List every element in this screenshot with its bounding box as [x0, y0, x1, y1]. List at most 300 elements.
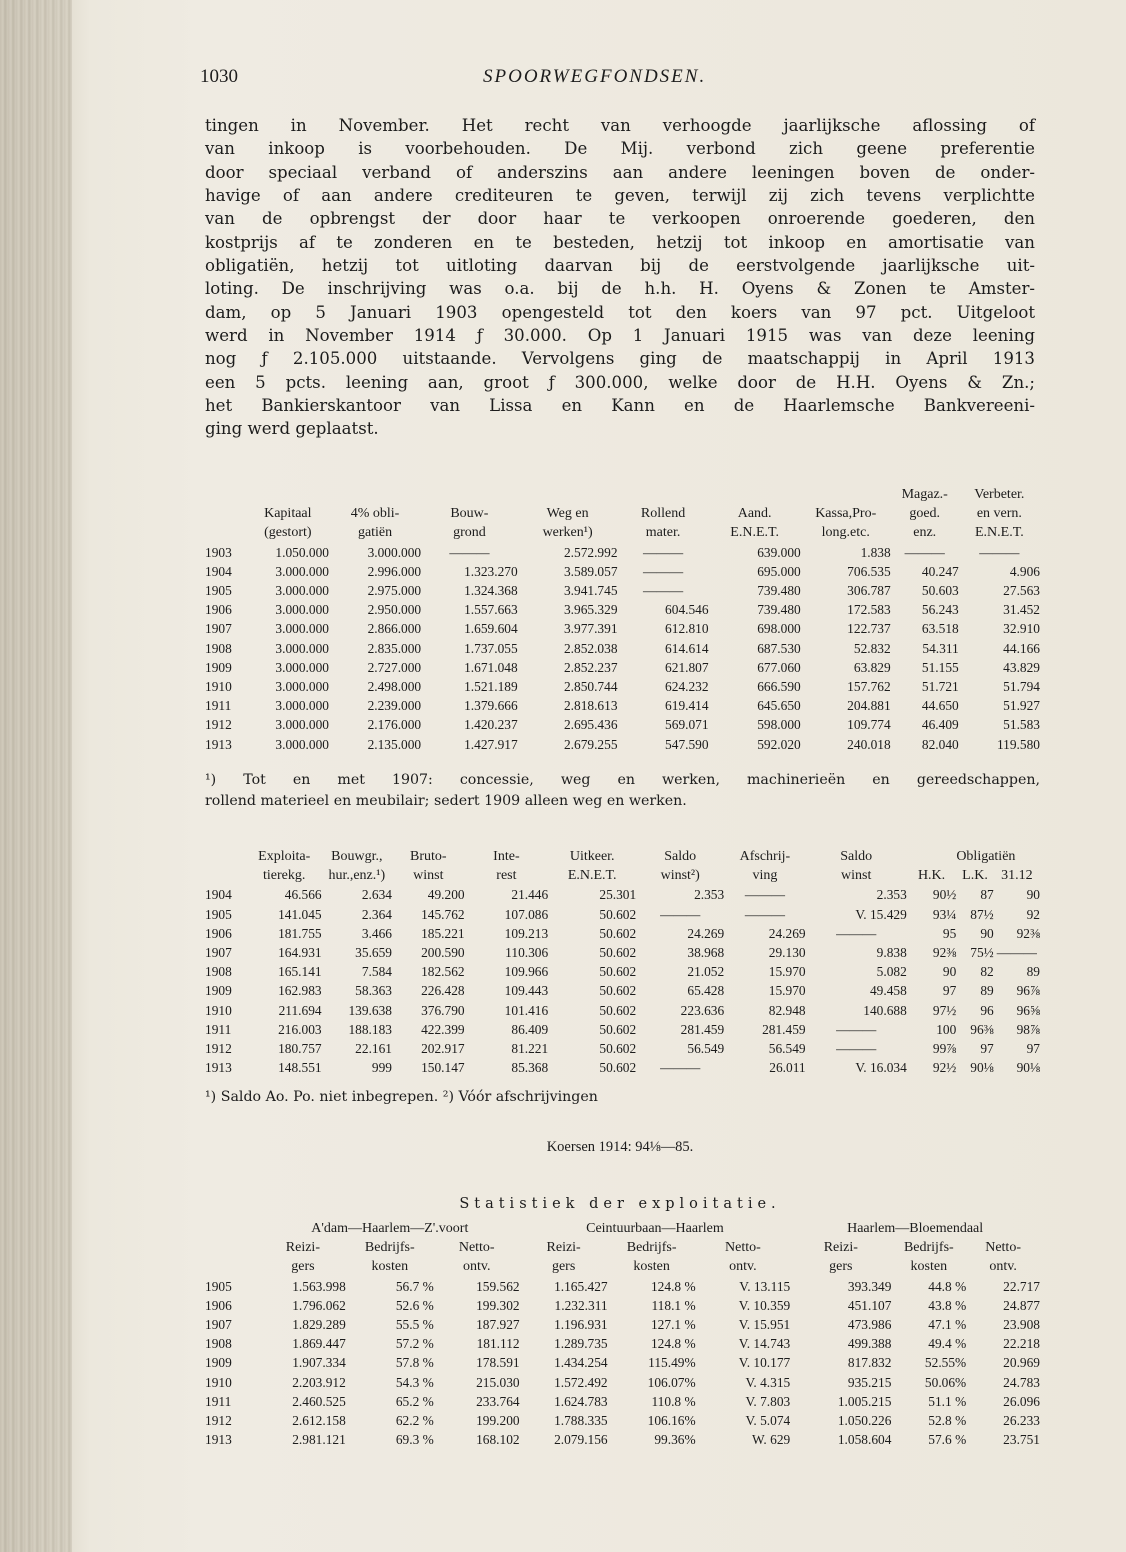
header-cell: E.N.E.T.	[730, 525, 780, 541]
year-cell: 1910	[205, 1374, 232, 1390]
table-cell: V. 10.359	[738, 1297, 791, 1313]
table-cell: 3.000.000	[275, 640, 329, 656]
table-cell: 97	[942, 983, 957, 999]
header-cell: Netto-	[985, 1240, 1021, 1256]
footnote-line: rollend materieel en meubilair; sedert 1909 alleen weg en werken.	[205, 792, 687, 809]
table-cell: 185.221	[421, 925, 465, 941]
table-cell: 98⅞	[1016, 1021, 1040, 1037]
table-cell: 695.000	[757, 563, 801, 579]
table-cell: V. 14.743	[738, 1336, 791, 1352]
table-cell: 106.16%	[647, 1413, 696, 1429]
table-cell: 54.311	[922, 640, 959, 656]
table-cell: 1.737.055	[464, 640, 518, 656]
paragraph-line: loting. De inschrijving was o.a. bij de h.h. H. Oyens & Zonen te Amster-	[205, 279, 1035, 299]
header-cell: Saldo	[840, 849, 873, 864]
header-row	[205, 523, 1040, 542]
statistics-table	[205, 1219, 1040, 1449]
header-cell: Exploita-	[258, 849, 311, 864]
table-cell: 1.050.226	[837, 1413, 892, 1429]
table-cell: 165.141	[278, 964, 322, 980]
header-cell: Netto-	[458, 1240, 495, 1256]
table-cell: 57.6 %	[928, 1432, 967, 1448]
table-cell: 2.975.000	[367, 583, 422, 599]
table-cell: 164.931	[278, 945, 322, 961]
table-cell: 739.480	[757, 583, 801, 599]
table-cell: 1.659.604	[464, 621, 518, 637]
table-cell: 3.000.000	[275, 602, 329, 618]
table-cell: 2.612.158	[292, 1413, 346, 1429]
table-cell: 50.06%	[924, 1374, 967, 1390]
table-cell: V. 7.803	[745, 1393, 791, 1409]
table-cell: 101.416	[504, 1002, 549, 1018]
table-cell: 621.807	[665, 659, 709, 675]
table-cell: 180.757	[278, 1041, 322, 1057]
table-cell: 26.011	[769, 1060, 806, 1076]
table-cell: ———	[744, 887, 785, 903]
header-cell: enz.	[913, 525, 937, 541]
header-cell: ontv.	[729, 1259, 757, 1275]
table-cell: 96⅞	[1016, 983, 1040, 999]
paragraph-line: dam, op 5 Januari 1903 opengesteld tot den koers van 97 pct. Uitgeloot	[205, 302, 1035, 322]
table-cell: 100	[936, 1021, 957, 1037]
header-cell	[518, 485, 618, 504]
table-cell: 2.679.255	[563, 736, 618, 752]
year-cell: 1910	[205, 1002, 232, 1018]
group-header-row	[205, 1219, 1040, 1238]
header-cell: kosten	[371, 1259, 409, 1275]
header-cell: Verbeter.	[974, 487, 1025, 502]
header-cell: werken¹)	[542, 525, 593, 541]
header-cell	[205, 1219, 260, 1238]
header-cell: grond	[453, 525, 486, 541]
table-cell: 65.428	[687, 983, 725, 999]
table-cell: 739.480	[757, 602, 801, 618]
table-cell: 817.832	[847, 1355, 892, 1371]
table-cell: 23.908	[1003, 1317, 1040, 1333]
table-cell: 110.8 %	[651, 1393, 696, 1409]
table-cell: ———	[642, 544, 684, 560]
table-cell: 89	[980, 983, 994, 999]
table-cell: 26.096	[1003, 1393, 1040, 1409]
statistics-title: Statistiek der exploitatie.	[459, 1196, 781, 1212]
table-cell: 1.572.492	[554, 1374, 608, 1390]
table-row	[205, 1277, 1040, 1296]
table-cell: 451.107	[847, 1297, 892, 1313]
table-cell: 3.000.000	[275, 736, 329, 752]
table-row	[205, 1058, 1040, 1077]
table-cell: 50.602	[599, 1060, 637, 1076]
table-cell: 110.306	[505, 945, 549, 961]
table-cell: V. 15.951	[738, 1317, 791, 1333]
table-cell: 38.968	[687, 945, 725, 961]
table-cell: 50.602	[599, 1041, 637, 1057]
table-cell: 619.414	[665, 698, 709, 714]
header-cell: E.N.E.T.	[567, 868, 617, 884]
table-cell: 109.213	[504, 925, 549, 941]
table-cell: 90⅛	[1016, 1060, 1040, 1076]
table-cell: 2.498.000	[367, 679, 422, 695]
table-row	[205, 1373, 1040, 1392]
table-cell: 598.000	[757, 717, 801, 733]
table-cell: 2.353	[694, 887, 725, 903]
year-cell: 1913	[205, 1060, 232, 1076]
header-cell: gers	[291, 1259, 315, 1275]
table-cell: 306.787	[847, 583, 891, 599]
table-row	[205, 1334, 1040, 1353]
table-cell: V. 15.429	[855, 906, 907, 922]
table-cell: 1.557.663	[464, 602, 518, 618]
year-cell: 1908	[205, 1336, 232, 1352]
table-cell: ———	[836, 925, 877, 941]
header-cell	[618, 485, 709, 504]
table-cell: 1.058.604	[837, 1432, 892, 1448]
table-cell: 90	[1026, 887, 1040, 903]
table-cell: 1.050.000	[275, 544, 329, 560]
table-cell: 216.003	[278, 1021, 322, 1037]
header-cell: Bouwgr.,	[331, 849, 383, 864]
table-cell: 56.549	[768, 1041, 806, 1057]
year-cell: 1907	[205, 621, 232, 637]
table-cell: 393.349	[847, 1278, 892, 1294]
header-cell: gers	[551, 1259, 576, 1275]
table-cell: ———	[449, 544, 490, 560]
exploitation-table	[205, 847, 1040, 1077]
year-cell: 1913	[205, 1432, 232, 1448]
header-cell: E.N.E.T.	[974, 525, 1024, 541]
year-cell: 1911	[205, 1021, 232, 1037]
table-cell: 3.000.000	[275, 717, 329, 733]
header-cell: rest	[496, 868, 517, 884]
header-cell	[907, 847, 957, 866]
table-cell: 1.671.048	[464, 659, 518, 675]
table-cell: 22.218	[1003, 1336, 1040, 1352]
header-cell: gatiën	[357, 525, 393, 541]
table-cell: 1.838	[860, 544, 891, 560]
table-cell: 1.232.311	[554, 1297, 608, 1313]
table-cell: 2.634	[361, 887, 392, 903]
header-cell: ving	[752, 868, 778, 884]
table-row	[205, 619, 1040, 638]
table-cell: 82.948	[768, 1002, 806, 1018]
header-cell: Bedrijfs-	[364, 1240, 415, 1256]
table-cell: 90⅛	[970, 1060, 994, 1076]
table-cell: 150.147	[421, 1060, 465, 1076]
table-row	[205, 562, 1040, 581]
table-cell: 107.086	[504, 906, 549, 922]
header-cell: winst²)	[660, 868, 700, 884]
table-cell: 90	[942, 964, 957, 980]
table-cell: 127.1 %	[650, 1317, 696, 1333]
year-cell: 1907	[205, 1317, 232, 1333]
year-cell: 1905	[205, 906, 232, 922]
table-cell: 44.650	[921, 698, 959, 714]
table-cell: 23.751	[1003, 1432, 1040, 1448]
header-cell: Bouw-	[450, 506, 489, 522]
table-cell: 3.000.000	[275, 621, 329, 637]
header-cell	[205, 504, 247, 523]
table-cell: 65.2 %	[395, 1393, 434, 1409]
table-cell: 2.203.912	[292, 1374, 346, 1390]
table-cell: 226.428	[421, 983, 465, 999]
table-cell: 1.196.931	[554, 1317, 608, 1333]
table-cell: 3.000.000	[275, 679, 329, 695]
table-row	[205, 905, 1040, 924]
header-cell: Bedrijfs-	[903, 1240, 954, 1256]
table-cell: 50.602	[599, 925, 637, 941]
table-cell: 592.020	[757, 736, 801, 752]
table-cell: 50.602	[599, 945, 637, 961]
table-cell: 281.459	[762, 1021, 806, 1037]
paragraph-line: obligatiën, hetzij tot uitloting daarvan bij de eerstvolgende jaarlijksche uit-	[205, 256, 1035, 276]
table-cell: 3.466	[361, 925, 392, 941]
table-cell: V. 5.074	[745, 1413, 791, 1429]
header-row	[205, 504, 1040, 523]
page-number: 1030	[200, 66, 238, 87]
header-cell: Bedrijfs-	[626, 1240, 677, 1256]
year-cell: 1905	[205, 583, 232, 599]
table-cell: 706.535	[847, 563, 891, 579]
group-header-cell: A'dam—Haarlem—Z'.voort	[311, 1221, 469, 1236]
table-cell: 188.183	[348, 1021, 392, 1037]
table-cell: 22.717	[1003, 1278, 1040, 1294]
year-cell: 1909	[205, 983, 232, 999]
table-cell: 1.869.447	[292, 1336, 346, 1352]
table-cell: 2.850.744	[563, 679, 618, 695]
paragraph-line: kostprijs af te zonderen en te besteden, hetzij tot inkoop en amortisatie van	[205, 232, 1035, 252]
paragraph-line: tingen in November. Het recht van verhoogde jaarlijksche aflossing of	[205, 116, 1035, 135]
table-cell: 21.052	[687, 964, 725, 980]
table-cell: 87½	[970, 906, 994, 922]
table-cell: 199.200	[476, 1413, 520, 1429]
header-cell: Reizi-	[285, 1240, 320, 1256]
table-cell: 204.881	[847, 698, 891, 714]
table-cell: 44.8 %	[928, 1278, 967, 1294]
year-cell: 1911	[205, 698, 232, 714]
year-cell: 1909	[205, 659, 232, 675]
table-cell: 46.409	[921, 717, 959, 733]
header-row	[205, 1238, 1040, 1257]
header-cell: L.K.	[962, 868, 988, 884]
table-cell: 90½	[932, 887, 957, 903]
table-cell: 57.2 %	[395, 1336, 434, 1352]
header-cell: mater.	[645, 525, 681, 541]
table-cell: 2.981.121	[292, 1432, 346, 1448]
table-cell: 49.4 %	[928, 1336, 967, 1352]
table-cell: 124.8 %	[650, 1336, 696, 1352]
header-cell: Kassa,Pro-	[815, 506, 877, 522]
table-cell: 145.762	[421, 906, 465, 922]
table-cell: 55.5 %	[395, 1317, 434, 1333]
table-cell: 75½	[970, 945, 994, 961]
table-row	[205, 677, 1040, 696]
table-cell: 50.602	[599, 906, 637, 922]
header-cell: hur.,enz.¹)	[328, 868, 386, 884]
table-row	[205, 1392, 1040, 1411]
header-cell: Rollend	[640, 506, 686, 522]
table-cell: 52.55%	[924, 1355, 967, 1371]
table-cell: V. 16.034	[855, 1060, 907, 1076]
table-cell: 54.3 %	[395, 1374, 434, 1390]
table-cell: V. 10.177	[738, 1355, 791, 1371]
paragraph-line: havige of aan andere crediteuren te geven, terwijl zij zich tevens verplichtte	[205, 186, 1035, 206]
header-cell	[329, 485, 421, 504]
table-cell: 1.324.368	[464, 583, 518, 599]
year-cell: 1912	[205, 1413, 232, 1429]
table-cell: 99⅞	[932, 1041, 957, 1057]
book-gutter	[0, 0, 72, 1552]
table-cell: ———	[836, 1021, 877, 1037]
table-cell: 27.563	[1003, 583, 1040, 599]
table-cell: ———	[660, 906, 701, 922]
table-cell: 90	[980, 925, 994, 941]
table-cell: 141.045	[278, 906, 322, 922]
table-row	[205, 943, 1040, 962]
header-cell: Kapitaal	[264, 506, 312, 522]
year-cell: 1910	[205, 679, 232, 695]
table-cell: 95	[942, 925, 957, 941]
table-cell: 2.818.613	[563, 698, 618, 714]
table-cell: 3.977.391	[563, 621, 618, 637]
table-cell: 2.079.156	[554, 1432, 608, 1448]
table-cell: 92⅜	[932, 945, 957, 961]
header-row	[205, 485, 1040, 504]
table-cell: 26.233	[1003, 1413, 1040, 1429]
table-cell: 2.852.237	[563, 659, 618, 675]
header-cell: goed.	[909, 506, 941, 522]
table-cell: 148.551	[278, 1060, 322, 1076]
year-cell: 1908	[205, 964, 232, 980]
table-cell: 82	[980, 964, 994, 980]
table-cell: 3.965.329	[563, 602, 618, 618]
table-cell: 999	[371, 1060, 392, 1076]
table-cell: 50.602	[599, 1021, 637, 1037]
header-cell: (gestort)	[264, 525, 312, 541]
table-row	[205, 1315, 1040, 1334]
table-cell: 24.877	[1003, 1297, 1040, 1313]
table-cell: W. 629	[752, 1432, 791, 1448]
table-cell: 52.6 %	[395, 1297, 434, 1313]
table-cell: 1.165.427	[554, 1278, 608, 1294]
table-cell: 22.161	[355, 1041, 392, 1057]
group-header-cell: Haarlem—Bloemendaal	[847, 1221, 984, 1236]
table-cell: 645.650	[757, 698, 801, 714]
table-cell: ———	[660, 1060, 701, 1076]
header-cell	[205, 1238, 260, 1257]
table-cell: 687.530	[757, 640, 801, 656]
header-cell	[205, 866, 247, 885]
table-cell: V. 4.315	[745, 1374, 791, 1390]
header-cell	[709, 485, 801, 504]
group-header-cell: Ceintuurbaan—Haarlem	[586, 1221, 724, 1236]
table-cell: 2.460.525	[292, 1393, 346, 1409]
table-cell: 281.459	[680, 1021, 725, 1037]
capital-table	[205, 485, 1040, 754]
header-cell: Bruto-	[410, 849, 447, 864]
header-cell: Reizi-	[546, 1240, 581, 1256]
table-cell: 92½	[932, 1060, 957, 1076]
header-cell	[205, 523, 247, 542]
footnote-line: ¹) Tot en met 1907: concessie, weg en werken, machinerieën en gereedschappen,	[205, 772, 1040, 788]
header-cell: Aand.	[737, 506, 772, 522]
table-cell: 2.176.000	[367, 717, 422, 733]
table-cell: 935.215	[847, 1374, 892, 1390]
header-cell	[205, 485, 247, 504]
header-cell: ontv.	[462, 1259, 491, 1275]
table-cell: 115.49%	[648, 1355, 696, 1371]
table-cell: ———	[996, 945, 1037, 961]
header-cell	[801, 485, 891, 504]
table-cell: 3.000.000	[275, 698, 329, 714]
header-cell: Magaz.-	[901, 487, 948, 502]
paragraph-line: het Bankierskantoor van Lissa en Kann en de Haarlemsche Bankvereeni-	[205, 396, 1035, 416]
table-cell: 1.420.237	[464, 717, 518, 733]
table-cell: 2.835.000	[367, 640, 422, 656]
table-cell: 99.36%	[654, 1432, 696, 1448]
table-cell: 40.247	[921, 563, 959, 579]
table-cell: 666.590	[757, 679, 801, 695]
header-cell: winst	[413, 868, 444, 884]
table-cell: 109.443	[504, 983, 549, 999]
table-cell: 499.388	[847, 1336, 892, 1352]
table-row	[205, 1039, 1040, 1058]
year-cell: 1906	[205, 1297, 232, 1313]
table-cell: 1.796.062	[292, 1297, 346, 1313]
table-row	[205, 715, 1040, 734]
table-cell: 15.970	[768, 964, 806, 980]
table-cell: 3.941.745	[563, 583, 618, 599]
table-cell: 69.3 %	[395, 1432, 434, 1448]
year-cell: 1908	[205, 640, 232, 656]
table-cell: 1.427.917	[464, 736, 518, 752]
table-cell: 223.636	[680, 1002, 725, 1018]
table-cell: 29.130	[768, 945, 806, 961]
table-cell: 2.950.000	[367, 602, 422, 618]
table-cell: 50.602	[599, 964, 637, 980]
header-cell: ontv.	[989, 1259, 1017, 1275]
table-cell: 81.221	[511, 1041, 549, 1057]
table-row	[205, 1411, 1040, 1430]
header-row	[205, 866, 1040, 885]
table-cell: 119.580	[996, 736, 1040, 752]
table-cell: 157.762	[847, 679, 891, 695]
table-cell: 86.409	[511, 1021, 549, 1037]
table-cell: 56.243	[921, 602, 959, 618]
table-cell: 109.966	[504, 964, 549, 980]
table-cell: 181.112	[476, 1336, 520, 1352]
table-cell: 58.363	[355, 983, 392, 999]
table-cell: 698.000	[757, 621, 801, 637]
table-cell: 1.005.215	[837, 1393, 892, 1409]
paragraph-line: ging werd geplaatst.	[205, 419, 379, 439]
header-cell: Obligatiën	[956, 849, 1016, 864]
table-cell: 50.602	[599, 1002, 637, 1018]
table-cell: 51.1 %	[928, 1393, 967, 1409]
table-cell: 51.721	[921, 679, 959, 695]
table-cell: 96⅝	[1016, 1002, 1040, 1018]
table-cell: 47.1 %	[928, 1317, 967, 1333]
paragraph-line: een 5 pcts. leening aan, groot ƒ 300.000, welke door de H.H. Oyens & Zn.;	[205, 372, 1035, 392]
table-cell: 215.030	[476, 1374, 520, 1390]
table-cell: 182.562	[421, 964, 465, 980]
table-cell: ———	[642, 583, 684, 599]
table2-footnote: ¹) Saldo Ao. Po. niet inbegrepen. ²) Vóór afschrijvingen	[205, 1089, 598, 1105]
table-cell: 43.8 %	[928, 1297, 967, 1313]
table-cell: ———	[904, 544, 945, 560]
table-cell: 97	[1026, 1041, 1040, 1057]
table-cell: 422.399	[421, 1021, 465, 1037]
table-cell: 109.774	[847, 717, 891, 733]
table-cell: 124.8 %	[650, 1278, 696, 1294]
